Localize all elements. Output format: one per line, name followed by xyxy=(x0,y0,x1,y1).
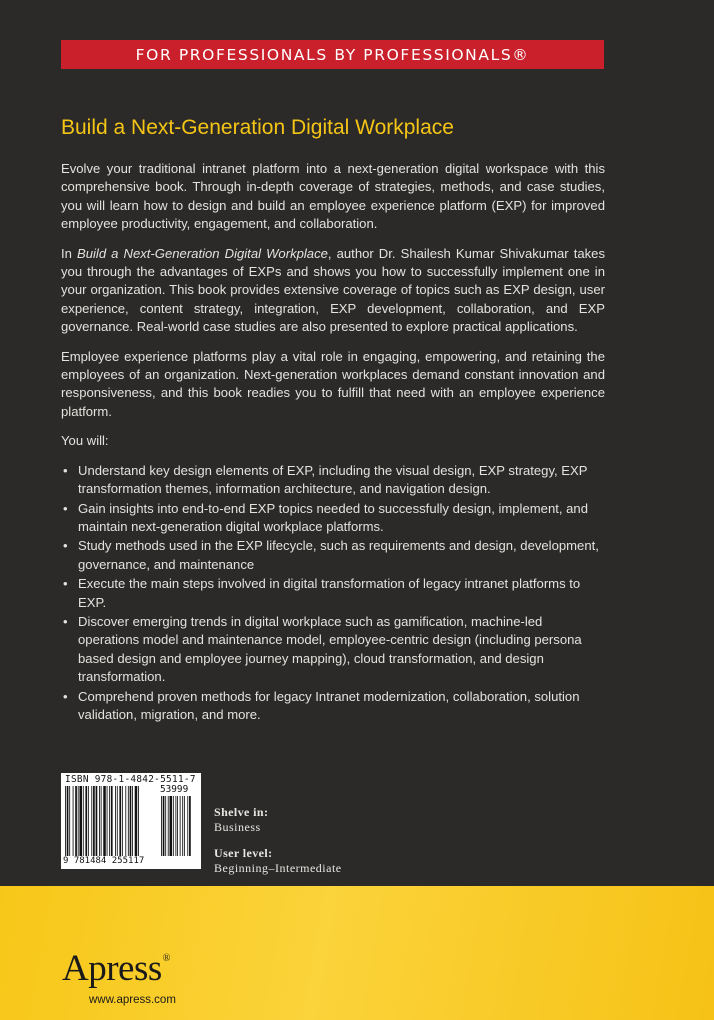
registered-mark: ® xyxy=(162,953,170,964)
barcode-bar xyxy=(67,786,69,856)
shelve-in-label: Shelve in: xyxy=(214,805,269,819)
list-item xyxy=(61,688,605,725)
learning-points xyxy=(61,462,605,725)
barcode-bar xyxy=(187,796,188,856)
barcode-bar xyxy=(138,786,139,856)
paragraph-2-prefix: In xyxy=(61,245,77,261)
bullet-icon: • xyxy=(63,500,68,516)
barcode-bar xyxy=(184,796,185,856)
paragraph-2-book-title: Build a Next-Generation Digital Workplace xyxy=(76,245,328,261)
list-item xyxy=(61,537,605,574)
bullet-icon: • xyxy=(63,613,68,629)
barcode-bar xyxy=(132,786,133,856)
list-item-text: Comprehend proven methods for legacy Intranet modernization, collaboration, solution validation, migration, and more. xyxy=(78,688,580,722)
barcode-bar xyxy=(130,786,132,856)
list-item xyxy=(61,575,605,612)
series-banner-text: FOR PROFESSIONALS BY PROFESSIONALS® xyxy=(135,45,530,64)
barcode-bar xyxy=(135,786,138,856)
barcode-bar xyxy=(88,786,89,856)
paragraph-2-rest: , author Dr. Shailesh Kumar Shivakumar takes you through the advantages of EXPs and shows you how to successfully implement one in your organization. This book provides extensive coverage of topics such as EXP design, user experience, content strategy, integration, EXP development, collaboration, and EXP governance. Real-world case studies are also presented to explore practical applications. xyxy=(61,245,605,335)
barcode-bar xyxy=(175,796,176,856)
publisher-url: www.apress.com xyxy=(89,994,176,1006)
barcode-icon xyxy=(61,773,201,869)
you-will-intro: You will: xyxy=(61,433,109,449)
barcode-bar xyxy=(103,786,106,856)
barcode-bar xyxy=(128,786,129,856)
list-item xyxy=(61,500,605,537)
barcode-bar xyxy=(79,786,82,856)
barcode-bar xyxy=(115,786,116,856)
price-code: 53999 xyxy=(160,784,189,795)
barcode-bar xyxy=(177,796,178,856)
list-item xyxy=(61,613,605,687)
bullet-icon: • xyxy=(63,538,68,554)
barcode-bar xyxy=(78,786,79,856)
barcode-bar xyxy=(109,786,110,856)
bullet-icon: • xyxy=(63,688,68,704)
barcode-bar xyxy=(119,786,121,856)
list-item-text: Understand key design elements of EXP, including the visual design, EXP strategy, EXP transformation themes, information architecture, and navigation design. xyxy=(78,462,588,497)
barcode-bar xyxy=(180,796,181,856)
barcode-bar xyxy=(170,796,173,856)
barcode-bar xyxy=(182,796,183,856)
barcode-bar xyxy=(122,786,123,856)
list-item-text: Discover emerging trends in digital workplace such as gamification, machine-led operations model and maintenance model, employee-centric design (including persona based design and employee journey mapping), cloud transformation, and design transformation. xyxy=(78,613,582,685)
bullet-icon: • xyxy=(63,462,68,478)
shelve-in-value: Business xyxy=(214,820,261,834)
barcode-bar xyxy=(65,786,66,856)
barcode-bar xyxy=(93,786,95,856)
user-level-label: User level: xyxy=(214,846,273,860)
barcode-bar xyxy=(125,786,126,856)
barcode-bar xyxy=(161,796,162,856)
barcode-digits: 9 781484 255117 xyxy=(63,856,145,866)
list-item-text: Execute the main steps involved in digital transformation of legacy intranet platforms to EXP. xyxy=(78,576,581,610)
list-item xyxy=(61,462,605,499)
paragraph-3: Employee experience platforms play a vital role in engaging, empowering, and retaining the employees of an organization. Next-generation workplaces demand constant innovation and responsiveness, and this book readies you to fulfill that need with an employee experience platform. xyxy=(61,348,605,419)
book-title: Build a Next-Generation Digital Workplace xyxy=(61,116,454,139)
user-level-value: Beginning–Intermediate xyxy=(214,861,342,875)
list-item-text: Study methods used in the EXP lifecycle, such as requirements and design, development, governance, and maintenance xyxy=(78,538,599,572)
series-banner xyxy=(61,40,604,69)
barcode-bar xyxy=(163,796,165,856)
paragraph-2 xyxy=(61,245,605,337)
barcode-bar xyxy=(111,786,113,856)
barcode-bar xyxy=(117,786,118,856)
barcode-bar xyxy=(91,786,92,856)
barcode-bar xyxy=(75,786,77,856)
isbn-barcode xyxy=(61,773,201,869)
barcode-bar xyxy=(173,796,174,856)
barcode-bar xyxy=(99,786,100,856)
barcode-bar xyxy=(101,786,102,856)
barcode-bar xyxy=(168,796,169,856)
description xyxy=(61,160,605,725)
barcode-bar xyxy=(69,786,70,856)
list-item-text: Gain insights into end-to-end EXP topics needed to successfully design, implement, and maintain next-generation digital workplace platforms. xyxy=(78,500,588,534)
barcode-bar xyxy=(85,786,87,856)
apress-logo xyxy=(62,950,169,987)
barcode-bar xyxy=(73,786,74,856)
shelving-info xyxy=(214,805,342,887)
publisher-name: Apress xyxy=(62,948,162,989)
barcode-bar xyxy=(165,796,166,856)
barcode-bar xyxy=(189,796,191,856)
bullet-icon: • xyxy=(63,576,68,592)
isbn-number: ISBN 978-1-4842-5511-7 xyxy=(65,774,196,785)
paragraph-1: Evolve your traditional intranet platform into a next-generation digital workspace with this comprehensive book. Through in-depth coverage of strategies, methods, and case studies, you will learn how to design and build an employee experience platform (EXP) for improved employee productivity, engagement, and collaboration. xyxy=(61,161,605,232)
barcode-bar xyxy=(96,786,98,856)
barcode-bar xyxy=(83,786,84,856)
barcode-bar xyxy=(107,786,108,856)
